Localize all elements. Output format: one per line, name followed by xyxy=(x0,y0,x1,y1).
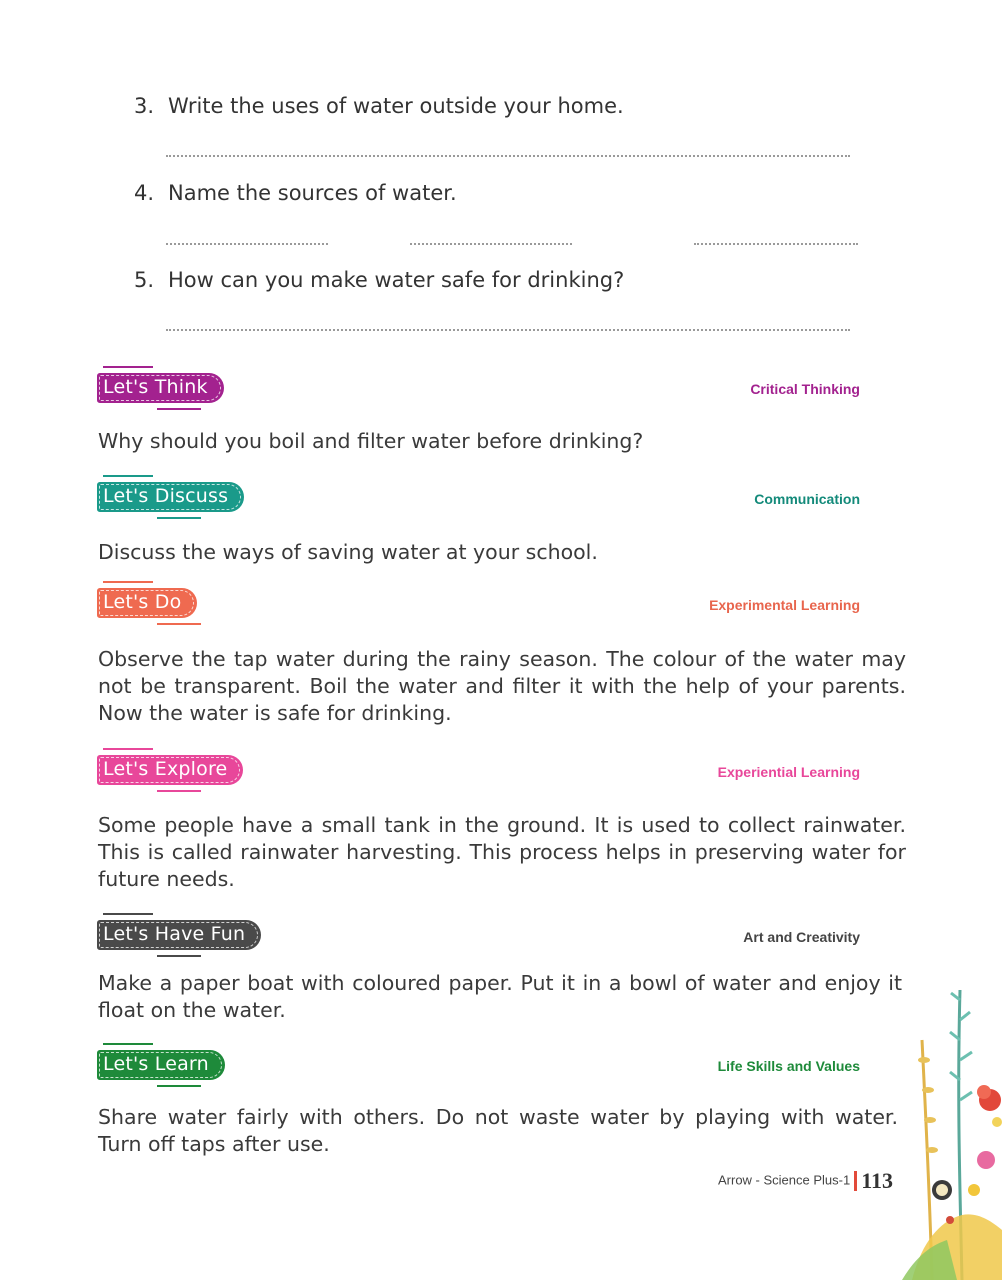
section-tag-do xyxy=(97,588,197,618)
section-tag-have-fun xyxy=(97,920,261,950)
skill-label: Experiential Learning xyxy=(717,764,860,780)
tag-underline xyxy=(103,913,153,915)
question-3 xyxy=(134,94,624,118)
tag-underline xyxy=(103,366,153,368)
section-text: Observe the tap water during the rainy season. The colour of the water may not be transparent. Boil the water and filter it with the help of your parents. Now the water is safe for drinking. xyxy=(98,647,906,725)
section-tag-label: Let's Have Fun xyxy=(103,923,246,945)
flower-decoration-icon xyxy=(902,860,1002,1280)
skill-label: Critical Thinking xyxy=(750,381,860,397)
answer-line[interactable] xyxy=(410,243,572,245)
tag-underline xyxy=(157,408,201,410)
answer-line[interactable] xyxy=(166,155,850,157)
skill-label: Art and Creativity xyxy=(743,929,860,945)
section-tag-learn xyxy=(97,1050,225,1080)
question-number: 5. xyxy=(134,268,155,292)
book-title: Arrow - Science Plus-1 xyxy=(718,1172,851,1188)
skill-label: Life Skills and Values xyxy=(717,1058,860,1074)
question-5 xyxy=(134,268,624,292)
tag-underline xyxy=(157,517,201,519)
question-text: How can you make water safe for drinking? xyxy=(168,268,625,292)
page-footer xyxy=(718,1168,893,1194)
answer-line[interactable] xyxy=(694,243,858,245)
section-text: Share water fairly with others. Do not waste water by playing with water. Turn off taps after use. xyxy=(98,1105,898,1156)
tag-underline xyxy=(103,1043,153,1045)
section-tag-label: Let's Learn xyxy=(103,1053,209,1075)
section-tag-explore xyxy=(97,755,243,785)
question-number: 3. xyxy=(134,94,155,118)
section-tag-think xyxy=(97,373,224,403)
skill-label: Experimental Learning xyxy=(709,597,860,613)
page-number: 113 xyxy=(861,1168,894,1193)
tag-underline xyxy=(157,623,201,625)
tag-underline xyxy=(157,1085,201,1087)
section-text: Some people have a small tank in the ground. It is used to collect rainwater. This is called rainwater harvesting. This process helps in preserving water for future needs. xyxy=(98,813,906,891)
section-tag-label: Let's Discuss xyxy=(103,485,229,507)
question-4 xyxy=(134,181,457,205)
answer-line[interactable] xyxy=(166,243,328,245)
section-tag-label: Let's Do xyxy=(103,591,182,613)
skill-label: Communication xyxy=(754,491,860,507)
section-tag-label: Let's Think xyxy=(103,376,208,398)
section-tag-discuss xyxy=(97,482,244,512)
section-text: Why should you boil and filter water before drinking? xyxy=(98,429,644,453)
tag-underline xyxy=(103,475,153,477)
question-text: Write the uses of water outside your home. xyxy=(168,94,624,118)
question-number: 4. xyxy=(134,181,155,205)
tag-underline xyxy=(103,581,153,583)
question-text: Name the sources of water. xyxy=(168,181,457,205)
tag-underline xyxy=(157,790,201,792)
answer-line[interactable] xyxy=(166,329,850,331)
section-text: Discuss the ways of saving water at your school. xyxy=(98,540,598,564)
tag-underline xyxy=(157,955,201,957)
section-text: Make a paper boat with coloured paper. Put it in a bowl of water and enjoy it float on the water. xyxy=(98,971,902,1022)
footer-divider xyxy=(854,1171,857,1191)
section-tag-label: Let's Explore xyxy=(103,758,228,780)
tag-underline xyxy=(103,748,153,750)
